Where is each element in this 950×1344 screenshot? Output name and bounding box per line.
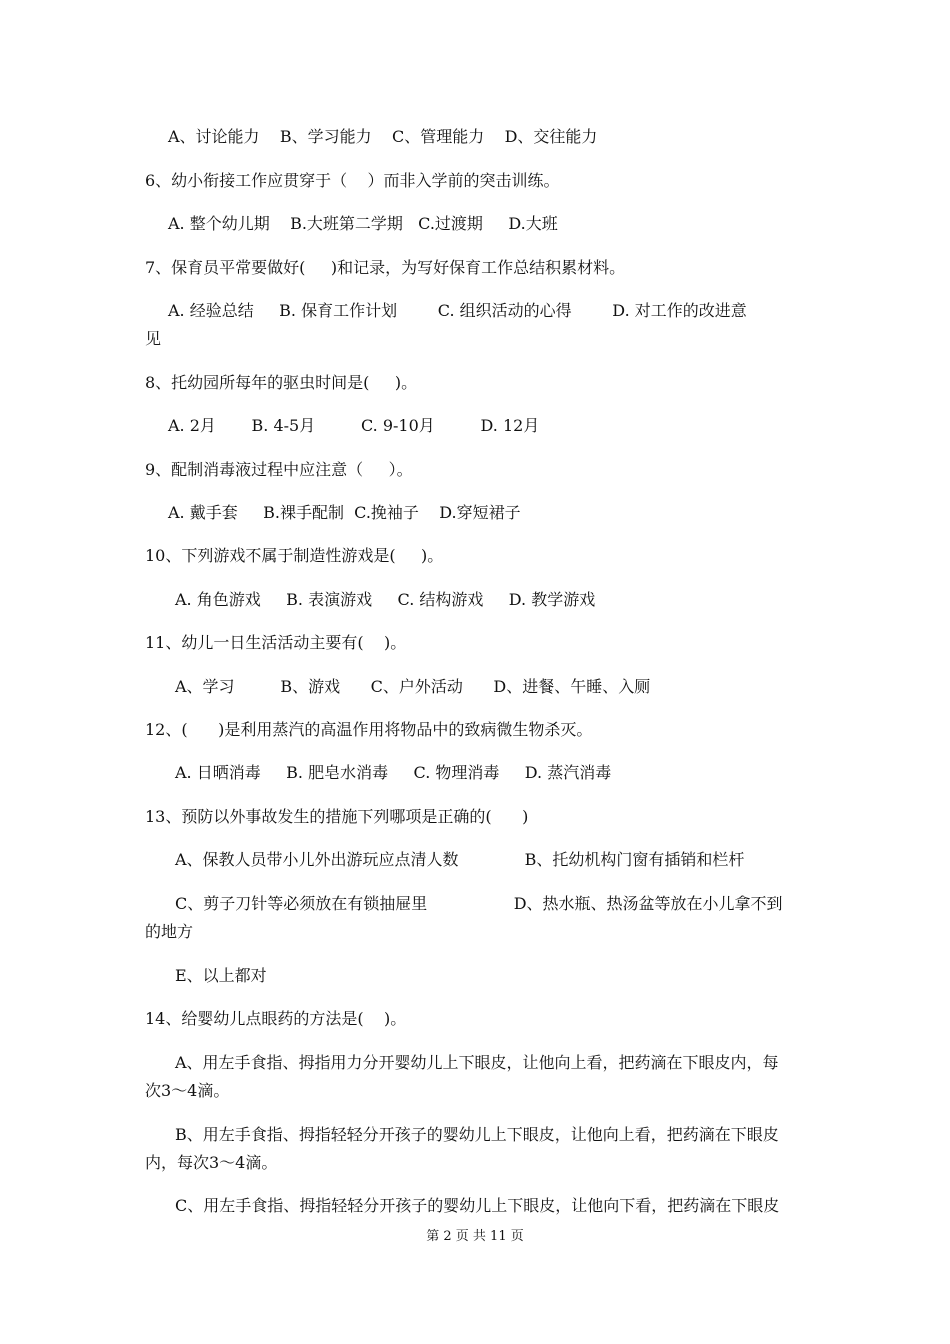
q14-option-b-wrap: 内，每次3～4滴。: [145, 1153, 278, 1172]
q6-options: A. 整个幼儿期 B.大班第二学期 C.过渡期 D.大班: [168, 214, 558, 233]
page-footer: 第 2 页 共 11 页: [426, 1229, 524, 1244]
q13-options-cd-wrap: 的地方: [145, 922, 194, 941]
q7-question: 7、保育员平常要做好( )和记录，为写好保育工作总结积累材料。: [145, 258, 626, 277]
q13-options-ab: A、保教人员带小儿外出游玩应点清人数 B、托幼机构门窗有插销和栏杆: [175, 850, 745, 869]
q5-options: A、讨论能力 B、学习能力 C、管理能力 D、交往能力: [168, 127, 598, 146]
q12-question: 12、( )是利用蒸汽的高温作用将物品中的致病微生物杀灭。: [145, 720, 593, 739]
q10-options: A. 角色游戏 B. 表演游戏 C. 结构游戏 D. 教学游戏: [175, 590, 596, 609]
q13-option-e: E、以上都对: [175, 966, 267, 985]
q13-question: 13、预防以外事故发生的措施下列哪项是正确的( ): [145, 807, 529, 826]
q14-question: 14、给婴幼儿点眼药的方法是( )。: [145, 1009, 407, 1028]
q14-option-b: B、用左手食指、拇指轻轻分开孩子的婴幼儿上下眼皮，让他向上看，把药滴在下眼皮: [175, 1125, 779, 1144]
q13-options-cd: C、剪子刀针等必须放在有锁抽屉里 D、热水瓶、热汤盆等放在小儿拿不到: [175, 894, 783, 913]
q6-question: 6、幼小衔接工作应贯穿于（ ）而非入学前的突击训练。: [145, 171, 560, 190]
q9-options: A. 戴手套 B.裸手配制 C.挽袖子 D.穿短裙子: [168, 503, 521, 522]
q7-options-wrap: 见: [145, 329, 162, 348]
q12-options: A. 日晒消毒 B. 肥皂水消毒 C. 物理消毒 D. 蒸汽消毒: [175, 763, 612, 782]
q11-options: A、学习 B、游戏 C、户外活动 D、进餐、午睡、入厕: [175, 677, 651, 696]
q11-question: 11、幼儿一日生活活动主要有( )。: [145, 633, 407, 652]
q14-option-a-wrap: 次3～4滴。: [145, 1081, 230, 1100]
q10-question: 10、下列游戏不属于制造性游戏是( )。: [145, 546, 444, 565]
q8-question: 8、托幼园所每年的驱虫时间是( )。: [145, 373, 418, 392]
q7-options: A. 经验总结 B. 保育工作计划 C. 组织活动的心得 D. 对工作的改进意: [168, 301, 747, 320]
q14-option-c: C、用左手食指、拇指轻轻分开孩子的婴幼儿上下眼皮，让他向下看，把药滴在下眼皮: [175, 1196, 780, 1215]
q14-option-a: A、用左手食指、拇指用力分开婴幼儿上下眼皮，让他向上看，把药滴在下眼皮内，每: [175, 1053, 779, 1072]
q9-question: 9、配制消毒液过程中应注意（ ）。: [145, 460, 413, 479]
q8-options: A. 2月 B. 4-5月 C. 9-10月 D. 12月: [168, 416, 540, 435]
